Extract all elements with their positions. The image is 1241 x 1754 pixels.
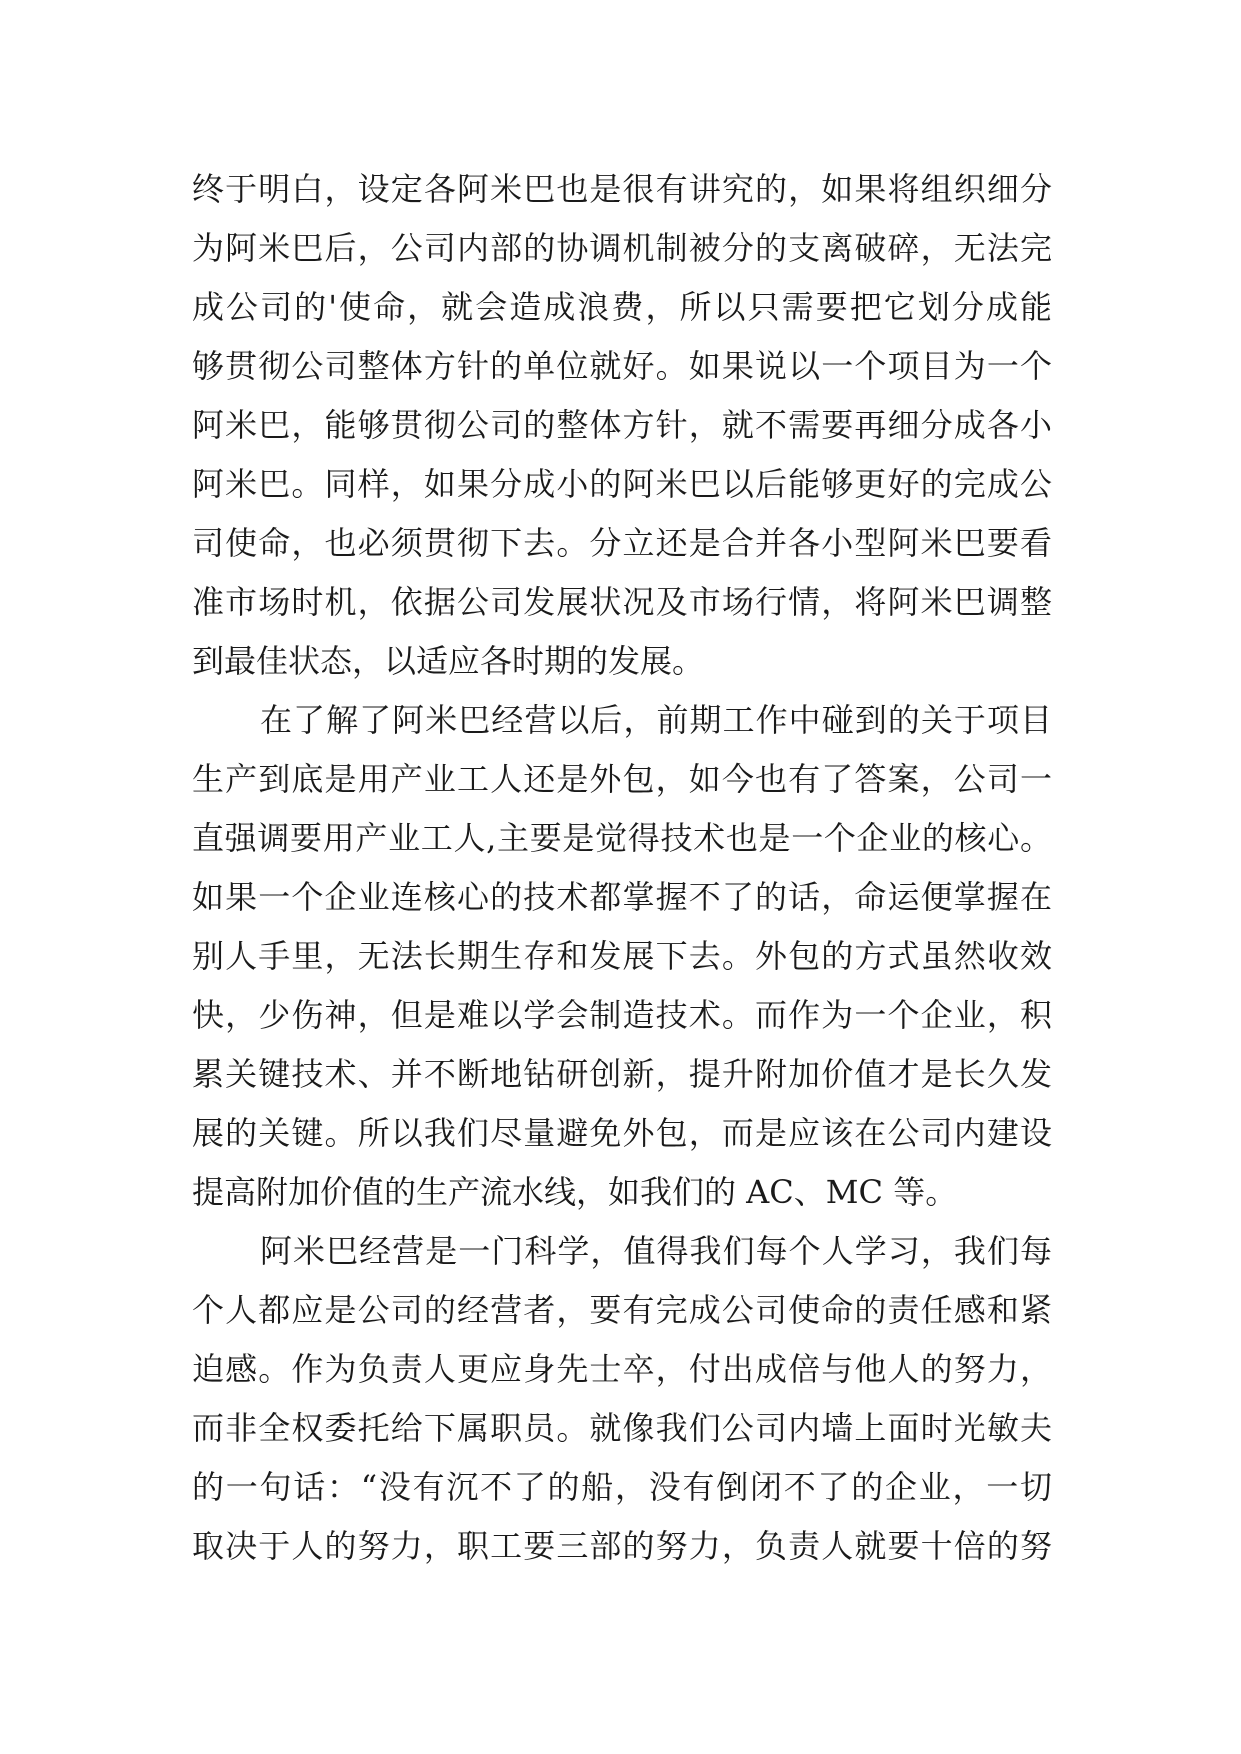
text-line: 迫感。作为负责人更应身先士卒，付出成倍与他人的努力， (192, 1350, 1052, 1388)
text-line: 为阿米巴后，公司内部的协调机制被分的支离破碎，无法完 (192, 229, 1052, 267)
text-line: 终于明白，设定各阿米巴也是很有讲究的，如果将组织细分 (192, 170, 1052, 208)
text-line: 生产到底是用产业工人还是外包，如今也有了答案，公司一 (192, 760, 1052, 798)
text-line: 个人都应是公司的经营者，要有完成公司使命的责任感和紧 (192, 1291, 1052, 1329)
text-line: 取决于人的努力，职工要三部的努力，负责人就要十倍的努 (192, 1527, 1052, 1565)
text-line: 快，少伤神，但是难以学会制造技术。而作为一个企业，积 (192, 996, 1052, 1034)
body-text (192, 160, 1052, 1576)
text-line: 而非全权委托给下属职员。就像我们公司内墙上面时光敏夫 (192, 1409, 1052, 1447)
text-line: 在了解了阿米巴经营以后，前期工作中碰到的关于项目 (260, 701, 1052, 739)
text-line: 司使命，也必须贯彻下去。分立还是合并各小型阿米巴要看 (192, 524, 1052, 562)
text-line: 别人手里，无法长期生存和发展下去。外包的方式虽然收效 (192, 937, 1052, 975)
text-line: 成公司的'使命，就会造成浪费，所以只需要把它划分成能 (192, 288, 1052, 326)
text-line: 的一句话：“没有沉不了的船，没有倒闭不了的企业，一切 (192, 1468, 1052, 1506)
text-line: 如果一个企业连核心的技术都掌握不了的话，命运便掌握在 (192, 878, 1052, 916)
text-line: 阿米巴，能够贯彻公司的整体方针，就不需要再细分成各小 (192, 406, 1052, 444)
text-line: 展的关键。所以我们尽量避免外包，而是应该在公司内建设 (192, 1114, 1052, 1152)
text-line: 够贯彻公司整体方针的单位就好。如果说以一个项目为一个 (192, 347, 1052, 385)
text-line: 阿米巴。同样，如果分成小的阿米巴以后能够更好的完成公 (192, 465, 1052, 503)
text-line: 准市场时机，依据公司发展状况及市场行情，将阿米巴调整 (192, 583, 1052, 621)
text-line: 阿米巴经营是一门科学，值得我们每个人学习，我们每 (260, 1232, 1052, 1270)
text-line: 到最佳状态，以适应各时期的发展。 (192, 642, 705, 680)
text-line: 直强调要用产业工人,主要是觉得技术也是一个企业的核心。 (192, 819, 1052, 857)
text-line: 累关键技术、并不断地钻研创新，提升附加价值才是长久发 (192, 1055, 1052, 1093)
text-line: 提高附加价值的生产流水线，如我们的 AC、MC 等。 (192, 1173, 958, 1211)
